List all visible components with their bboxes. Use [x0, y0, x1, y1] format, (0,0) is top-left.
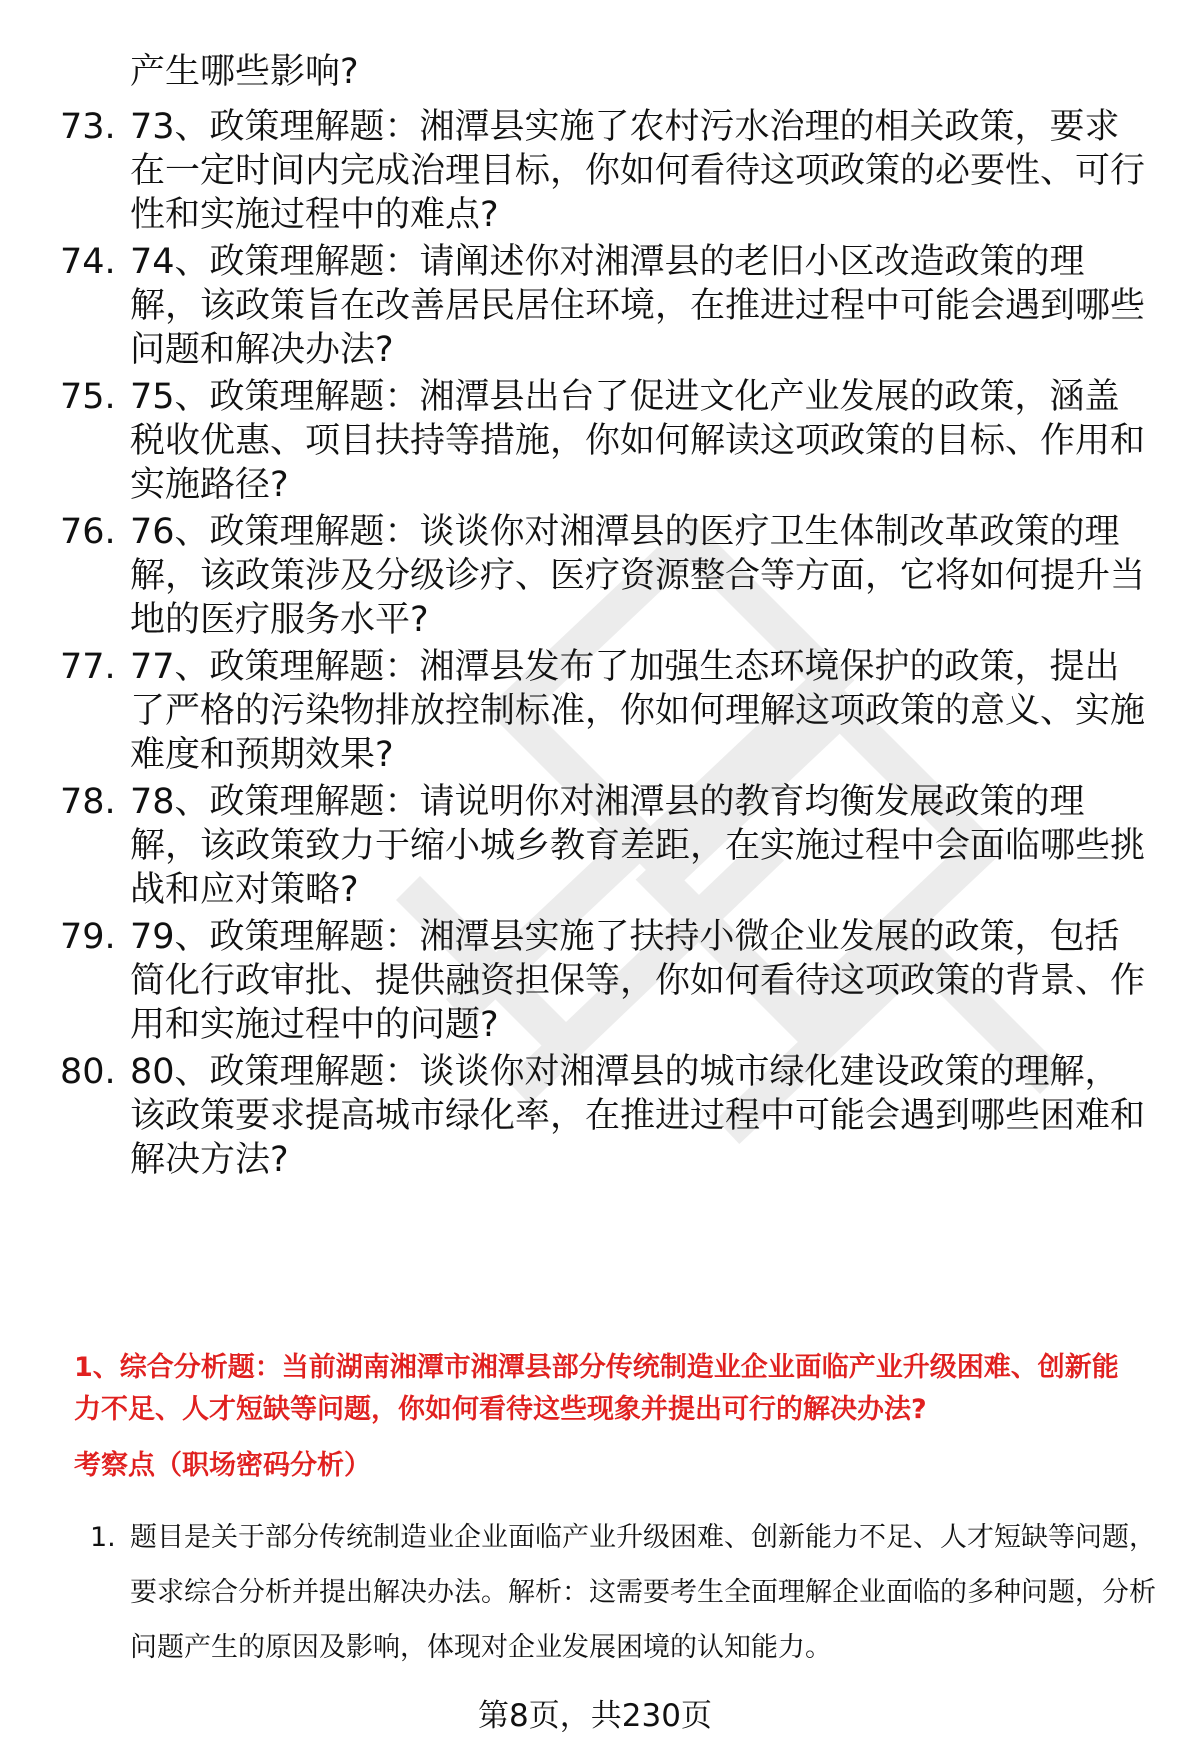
question-text: 73、政策理解题：湘潭县实施了农村污水治理的相关政策，要求在一定时间内完成治理目标，你如何看待这项政策的必要性、可行性和实施过程中的难点? [130, 107, 1146, 235]
question-continuation: 产生哪些影响? [130, 52, 359, 92]
question-number: 76. [60, 512, 116, 552]
question-number: 75. [60, 377, 116, 417]
section-title: 1、综合分析题：当前湖南湘潭市湘潭县部分传统制造业企业面临产业升级困难、创新能力不足、人才短缺等问题，你如何看待这些现象并提出可行的解决办法? [74, 1352, 1119, 1425]
question-number: 78. [60, 782, 116, 822]
question-text: 79、政策理解题：湘潭县实施了扶持小微企业发展的政策，包括简化行政审批、提供融资担保等，你如何看待这项政策的背景、作用和实施过程中的问题? [130, 917, 1146, 1045]
question-text: 74、政策理解题：请阐述你对湘潭县的老旧小区改造政策的理解，该政策旨在改善居民居住环境，在推进过程中可能会遇到哪些问题和解决办法? [130, 242, 1146, 370]
kaocha-label: 考察点（职场密码分析） [74, 1450, 371, 1481]
question-number: 74. [60, 242, 116, 282]
analysis-number: 1. [90, 1522, 116, 1553]
question-number: 73. [60, 107, 116, 147]
question-number: 80. [60, 1052, 116, 1092]
question-number: 77. [60, 647, 116, 687]
question-text: 78、政策理解题：请说明你对湘潭县的教育均衡发展政策的理解，该政策致力于缩小城乡教育差距，在实施过程中会面临哪些挑战和应对策略? [130, 782, 1146, 910]
page-footer: 第8页，共230页 [478, 1698, 712, 1734]
question-text: 76、政策理解题：谈谈你对湘潭县的医疗卫生体制改革政策的理解，该政策涉及分级诊疗、医疗资源整合等方面，它将如何提升当地的医疗服务水平? [130, 512, 1146, 640]
question-text: 77、政策理解题：湘潭县发布了加强生态环境保护的政策，提出了严格的污染物排放控制标准，你如何理解这项政策的意义、实施难度和预期效果? [130, 647, 1146, 775]
question-number: 79. [60, 917, 116, 957]
question-text: 75、政策理解题：湘潭县出台了促进文化产业发展的政策，涵盖税收优惠、项目扶持等措施，你如何解读这项政策的目标、作用和实施路径? [130, 377, 1146, 505]
question-text: 80、政策理解题：谈谈你对湘潭县的城市绿化建设政策的理解，该政策要求提高城市绿化率，在推进过程中可能会遇到哪些困难和解决方法? [130, 1052, 1146, 1180]
analysis-text: 题目是关于部分传统制造业企业面临产业升级困难、创新能力不足、人才短缺等问题，要求综合分析并提出解决办法。解析：这需要考生全面理解企业面临的多种问题，分析问题产生的原因及影响，体现对企业发展困境的认知能力。 [130, 1522, 1156, 1663]
